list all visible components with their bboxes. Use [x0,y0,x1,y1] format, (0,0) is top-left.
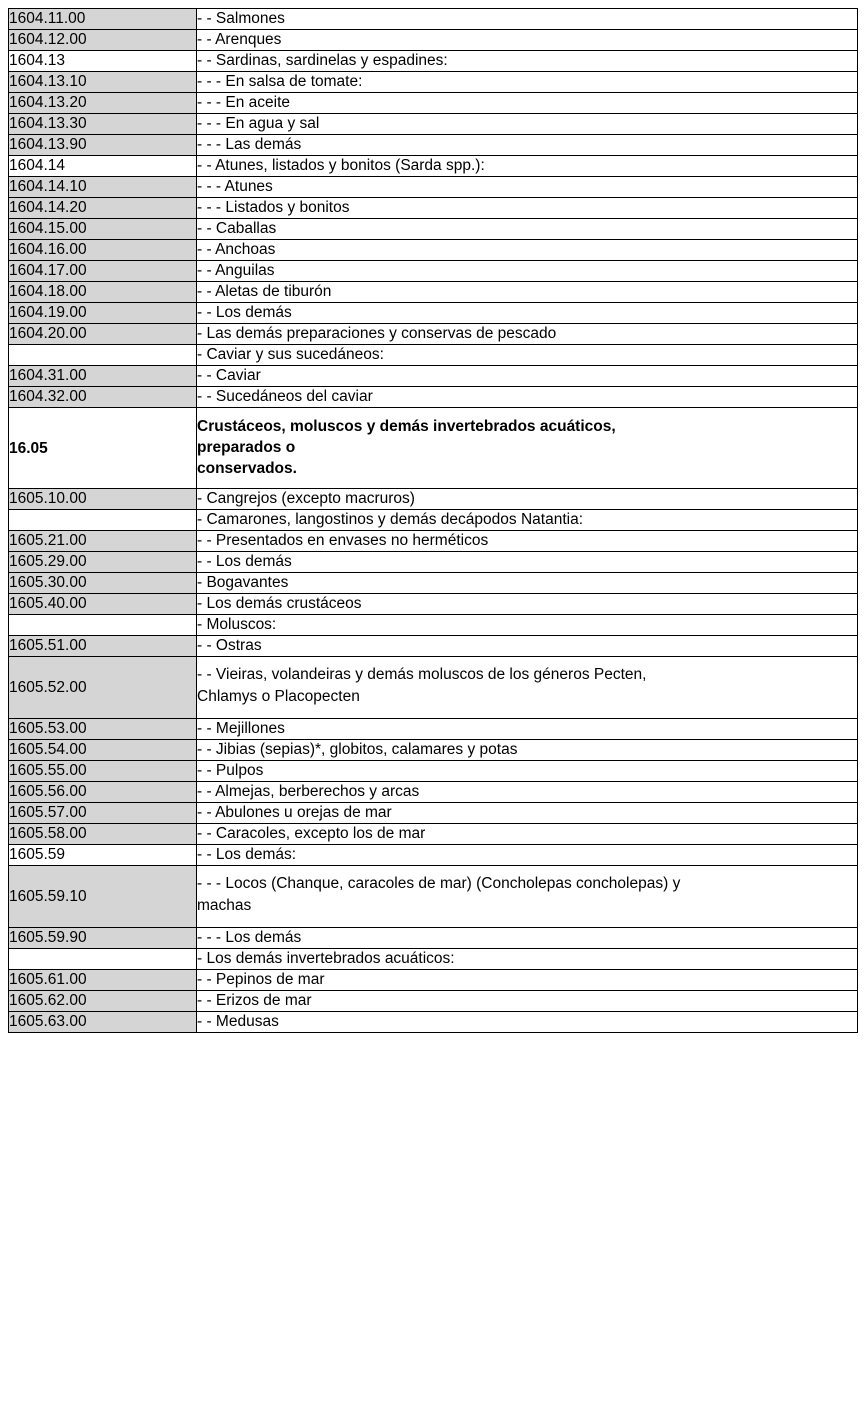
tariff-code-cell: 1605.54.00 [9,740,197,761]
tariff-description-cell: - - - Locos (Chanque, caracoles de mar) (Concholepas concholepas) y machas [197,866,858,928]
table-row [9,740,858,761]
tariff-code-cell: 1604.18.00 [9,282,197,303]
tariff-code-cell: 1605.57.00 [9,803,197,824]
table-row [9,928,858,949]
tariff-code-cell: 1604.20.00 [9,324,197,345]
tariff-description-cell: - - - En aceite [197,93,858,114]
tariff-code-cell: 1604.17.00 [9,261,197,282]
tariff-code-cell-empty [9,949,197,970]
tariff-description-cell: - - Salmones [197,9,858,30]
tariff-description-cell: - - Erizos de mar [197,991,858,1012]
table-row [9,761,858,782]
table-row [9,636,858,657]
table-row [9,303,858,324]
tariff-code-cell: 1604.14 [9,156,197,177]
tariff-code-cell: 1605.10.00 [9,489,197,510]
tariff-description-cell: - - Caballas [197,219,858,240]
tariff-description-cell: - - - Los demás [197,928,858,949]
table-row [9,489,858,510]
tariff-code-cell: 1605.52.00 [9,657,197,719]
table-row [9,72,858,93]
table-row [9,573,858,594]
tariff-code-cell: 1605.62.00 [9,991,197,1012]
table-row [9,198,858,219]
tariff-description-cell: - Bogavantes [197,573,858,594]
table-row [9,991,858,1012]
table-row [9,719,858,740]
tariff-description-cell: - - Pepinos de mar [197,970,858,991]
tariff-code-cell: 1605.55.00 [9,761,197,782]
tariff-code-cell: 1605.61.00 [9,970,197,991]
tariff-code-cell-empty [9,510,197,531]
tariff-code-cell: 1605.59 [9,845,197,866]
tariff-code-cell: 1605.63.00 [9,1012,197,1033]
tariff-description-cell: - - Anchoas [197,240,858,261]
tariff-description-cell: - Los demás crustáceos [197,594,858,615]
tariff-description-cell: - - Los demás [197,303,858,324]
table-row [9,240,858,261]
tariff-description-cell: - - Atunes, listados y bonitos (Sarda spp.): [197,156,858,177]
table-row [9,949,858,970]
table-row [9,824,858,845]
table-row [9,408,858,489]
tariff-code-cell: 1604.15.00 [9,219,197,240]
table-row [9,1012,858,1033]
table-row [9,324,858,345]
table-row [9,219,858,240]
tariff-description-cell: - Caviar y sus sucedáneos: [197,345,858,366]
table-row [9,531,858,552]
tariff-description-cell: - - Anguilas [197,261,858,282]
tariff-code-cell: 1604.13.30 [9,114,197,135]
tariff-description-cell: - - Almejas, berberechos y arcas [197,782,858,803]
tariff-description-cell: - Camarones, langostinos y demás decápodos Natantia: [197,510,858,531]
table-row [9,803,858,824]
tariff-description-cell: - - Ostras [197,636,858,657]
tariff-description-cell: - - Presentados en envases no herméticos [197,531,858,552]
table-body [9,9,858,1033]
table-row [9,93,858,114]
tariff-code-cell: 1605.40.00 [9,594,197,615]
tariff-code-cell: 1604.31.00 [9,366,197,387]
table-row [9,156,858,177]
tariff-classification-table [8,8,858,1033]
table-row [9,657,858,719]
tariff-code-cell: 1605.29.00 [9,552,197,573]
tariff-description-cell: - - Vieiras, volandeiras y demás moluscos de los géneros Pecten, Chlamys o Placopecten [197,657,858,719]
tariff-description-cell: - - - En salsa de tomate: [197,72,858,93]
tariff-code-cell: 1604.13 [9,51,197,72]
tariff-code-cell: 1604.32.00 [9,387,197,408]
table-row [9,135,858,156]
table-row [9,261,858,282]
tariff-description-cell: - - - Atunes [197,177,858,198]
table-row [9,782,858,803]
table-row [9,970,858,991]
tariff-code-cell: 1605.51.00 [9,636,197,657]
tariff-description-cell: - - Medusas [197,1012,858,1033]
tariff-description-cell: - - Sucedáneos del caviar [197,387,858,408]
table-row [9,866,858,928]
tariff-code-cell: 1604.16.00 [9,240,197,261]
tariff-code-cell: 1604.11.00 [9,9,197,30]
table-row [9,387,858,408]
tariff-code-cell: 1604.14.20 [9,198,197,219]
tariff-description-cell: - - Los demás [197,552,858,573]
table-row [9,114,858,135]
tariff-description-cell: - Los demás invertebrados acuáticos: [197,949,858,970]
tariff-description-cell: Crustáceos, moluscos y demás invertebrados acuáticos, preparados o conservados. [197,408,858,489]
tariff-code-cell: 1605.58.00 [9,824,197,845]
table-row [9,30,858,51]
tariff-description-cell: - - Pulpos [197,761,858,782]
tariff-code-cell: 1604.13.10 [9,72,197,93]
tariff-description-cell: - - Arenques [197,30,858,51]
table-row [9,594,858,615]
table-row [9,510,858,531]
tariff-description-cell: - - Caviar [197,366,858,387]
tariff-description-cell: - - Jibias (sepias)*, globitos, calamares y potas [197,740,858,761]
table-row [9,282,858,303]
tariff-code-cell: 1604.19.00 [9,303,197,324]
tariff-code-cell: 1604.13.20 [9,93,197,114]
table-row [9,615,858,636]
tariff-description-cell: - - Los demás: [197,845,858,866]
tariff-description-cell: - - Mejillones [197,719,858,740]
tariff-description-cell: - - Caracoles, excepto los de mar [197,824,858,845]
tariff-code-cell: 1605.53.00 [9,719,197,740]
tariff-description-cell: - - - Las demás [197,135,858,156]
tariff-description-cell: - - - Listados y bonitos [197,198,858,219]
tariff-code-cell-empty [9,345,197,366]
table-row [9,366,858,387]
tariff-code-cell: 16.05 [9,408,197,489]
tariff-description-cell: - - Sardinas, sardinelas y espadines: [197,51,858,72]
table-row [9,552,858,573]
tariff-code-cell: 1605.56.00 [9,782,197,803]
table-row [9,845,858,866]
tariff-code-cell: 1604.13.90 [9,135,197,156]
tariff-code-cell: 1605.21.00 [9,531,197,552]
tariff-code-cell: 1604.12.00 [9,30,197,51]
table-row [9,345,858,366]
tariff-code-cell: 1604.14.10 [9,177,197,198]
tariff-code-cell-empty [9,615,197,636]
tariff-description-cell: - - - En agua y sal [197,114,858,135]
tariff-code-cell: 1605.59.90 [9,928,197,949]
table-row [9,51,858,72]
tariff-description-cell: - Cangrejos (excepto macruros) [197,489,858,510]
tariff-code-cell: 1605.30.00 [9,573,197,594]
tariff-code-cell: 1605.59.10 [9,866,197,928]
tariff-description-cell: - Moluscos: [197,615,858,636]
table-row [9,177,858,198]
tariff-description-cell: - Las demás preparaciones y conservas de pescado [197,324,858,345]
table-row [9,9,858,30]
tariff-description-cell: - - Abulones u orejas de mar [197,803,858,824]
tariff-description-cell: - - Aletas de tiburón [197,282,858,303]
